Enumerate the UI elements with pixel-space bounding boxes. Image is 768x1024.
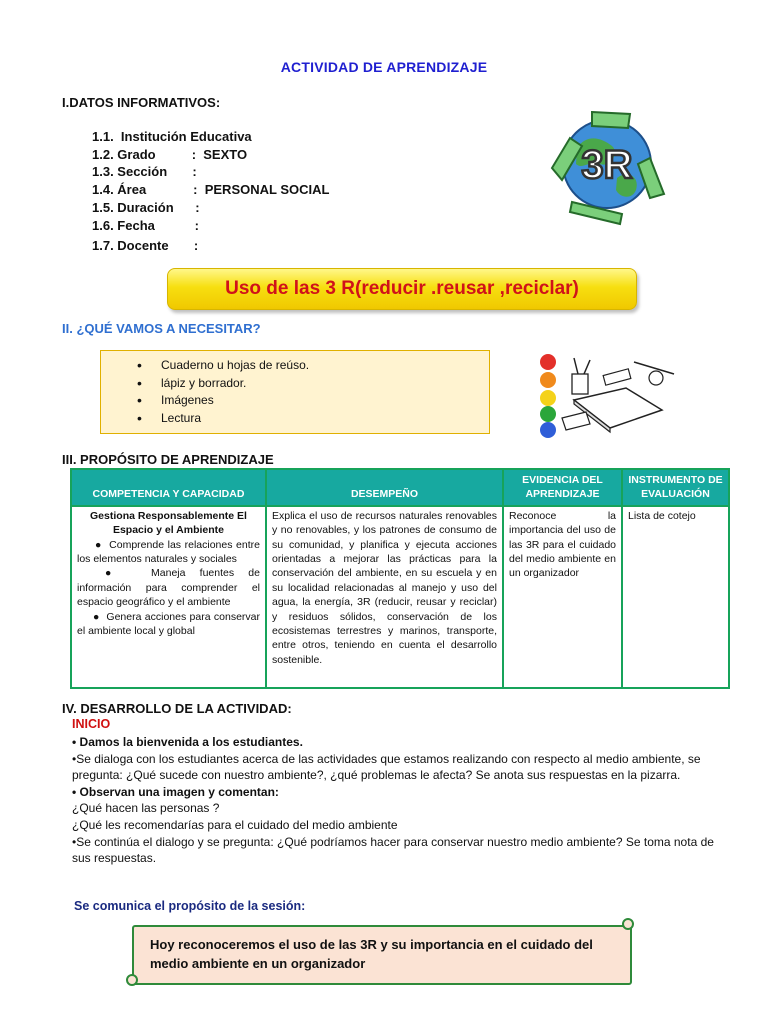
school-supplies-illustration <box>534 352 684 438</box>
section-datos-heading: I.DATOS INFORMATIVOS: <box>62 95 221 110</box>
evidencia-cell: Reconoce la importancia del uso de las 3R para el cuidado del medio ambiente en un organizador <box>503 506 622 688</box>
inicio-label: INICIO <box>72 717 111 731</box>
capacidad-item: ● Genera acciones para conservar el ambiente local y global <box>77 610 260 638</box>
purpose-scroll <box>132 925 632 985</box>
info-duracion: 1.5. Duración : <box>92 200 200 215</box>
purpose-text: Hoy reconoceremos el uso de las 3R y su importancia en el cuidado del medio ambiente en un organizador <box>150 937 593 971</box>
capacidad-item: ● Maneja fuentes de información para comprender el espacio geográfico y el ambiente <box>77 567 260 609</box>
activity-development <box>72 734 732 867</box>
capacidad-text: Maneja fuentes de información para comprender el espacio geográfico y el ambiente <box>77 567 260 609</box>
dev-line: ¿Qué hacen las personas ? <box>72 801 220 816</box>
material-item: • Cuaderno u hojas de reúso. <box>137 357 489 375</box>
desempeno-cell: Explica el uso de recursos naturales renovables y no renovables, y los patrones de consumo de su comunidad, y planifica y ejecuta acciones orientadas a mejorar las prácticas para la conservación del ambiente, en su escuela y en su localidad relacionadas al manejo y uso del agua, la energía, 3R (reducir, reusar y reciclar) y residuos sólidos, conservación de los ecosistemas terrestres y marinos, transporte, entre otros, teniendo en cuenta el desarrollo sostenible. <box>266 506 503 688</box>
info-fecha: 1.6. Fecha : <box>92 218 199 233</box>
learning-purpose-table <box>70 468 730 689</box>
table-header: COMPETENCIA Y CAPACIDAD <box>71 469 266 506</box>
competencia-cell <box>71 506 266 688</box>
info-area: 1.4. Área : PERSONAL SOCIAL <box>92 182 330 197</box>
page-title: ACTIVIDAD DE APRENDIZAJE <box>280 59 488 75</box>
table-header: EVIDENCIA DEL APRENDIZAJE <box>503 469 622 506</box>
info-grado: 1.2. Grado : SEXTO <box>92 147 248 162</box>
material-item: • Imágenes <box>137 392 489 410</box>
recycle-3r-logo <box>532 98 682 228</box>
material-item: • Lectura <box>137 410 489 428</box>
capacidad-text: Comprende las relaciones entre los elementos naturales y sociales <box>77 538 260 566</box>
dev-line: ¿Qué les recomendarías para el cuidado del medio ambiente <box>72 817 398 832</box>
dev-line: •Se continúa el dialogo y se pregunta: ¿Qué podríamos hacer para conservar nuestro medio ambiente? Se toma nota de sus respuestas. <box>72 834 714 866</box>
info-institucion: 1.1. Institución Educativa <box>92 129 252 144</box>
info-docente: 1.7. Docente : <box>92 238 199 253</box>
instrumento-cell: Lista de cotejo <box>622 506 729 688</box>
materials-box <box>100 350 490 434</box>
capacidad-text: Genera acciones para conservar el ambiente local y global <box>77 610 260 638</box>
section-desarrollo-heading: IV. DESARROLLO DE LA ACTIVIDAD: <box>62 701 292 716</box>
table-header: DESEMPEÑO <box>266 469 503 506</box>
section-necesitar-heading: II. ¿QUÉ VAMOS A NECESITAR? <box>62 321 261 336</box>
section-proposito-heading: III. PROPÓSITO DE APRENDIZAJE <box>62 452 274 467</box>
table-header: INSTRUMENTO DE EVALUACIÓN <box>622 469 729 506</box>
info-seccion: 1.3. Sección : <box>92 164 197 179</box>
dev-line: • Damos la bienvenida a los estudiantes. <box>72 735 303 749</box>
material-item: • lápiz y borrador. <box>137 375 489 393</box>
session-title-banner: Uso de las 3 R(reducir .reusar ,reciclar) <box>167 268 637 310</box>
dev-line: •Se dialoga con los estudiantes acerca de las actividades que estamos realizando con respecto al medio ambiente, se pregunta: ¿Qué sucede con nuestro ambiente?, ¿qué problemas le afecta? Se anota sus respuestas en la pizarra. <box>72 751 701 783</box>
scroll-curl-icon <box>622 918 634 930</box>
capacidad-item: ● Comprende las relaciones entre los elementos naturales y sociales <box>77 538 260 566</box>
competencia-title: Gestiona Responsablemente El Espacio y el Ambiente <box>90 509 247 537</box>
logo-3r-text: 3R <box>581 143 633 187</box>
purpose-label: Se comunica el propósito de la sesión: <box>74 899 306 913</box>
scroll-curl-icon <box>126 974 138 986</box>
dev-line: • Observan una imagen y comentan: <box>72 784 279 799</box>
